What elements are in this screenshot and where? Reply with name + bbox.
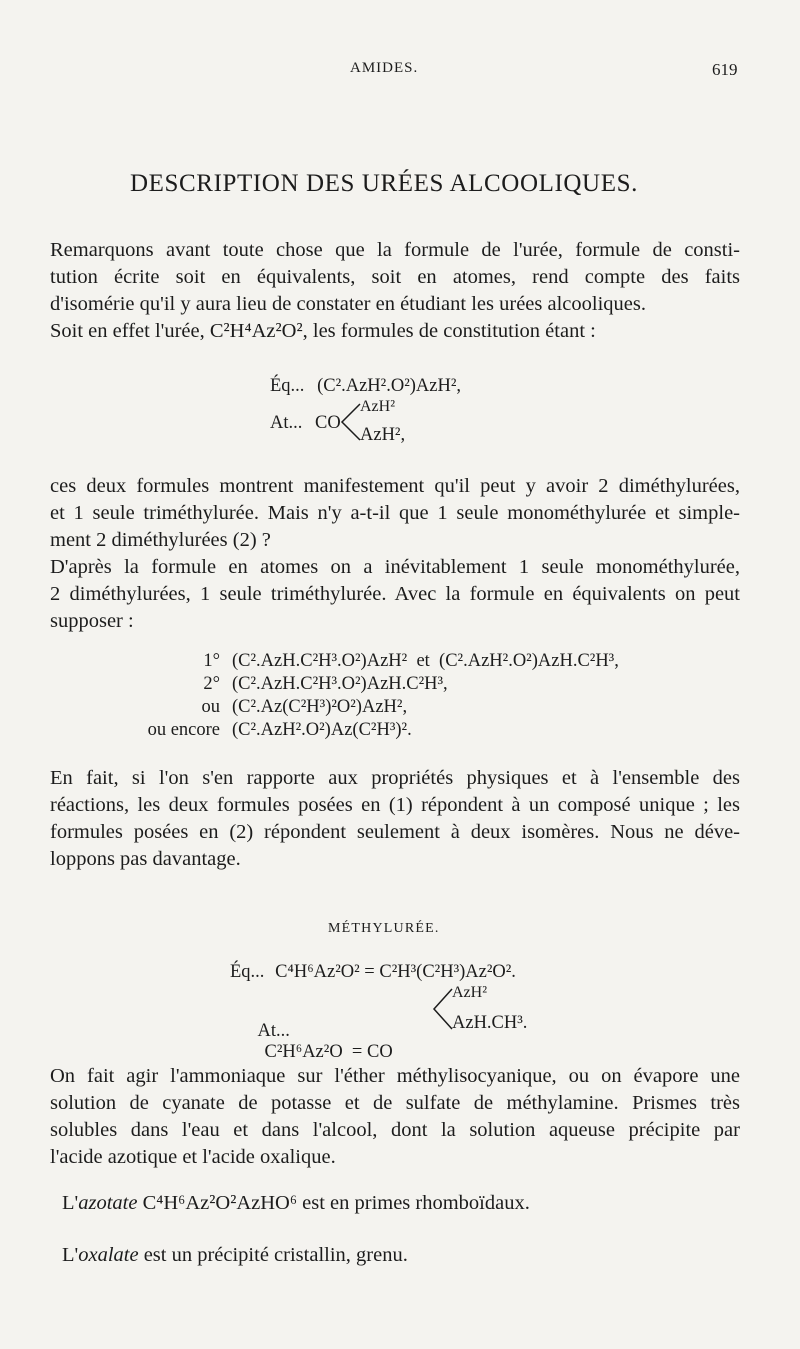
oxalate-term: oxalate [78,1244,139,1266]
running-title: AMIDES. [350,60,419,76]
case-formula: (C².AzH².O²)Az(C²H³)². [232,720,412,740]
text-line: supposer : [50,610,134,632]
formula-label: Éq... [270,376,305,396]
formula-atoms [270,413,341,434]
case-label: ou [201,697,220,717]
paragraph-preparation [50,1063,740,1171]
case-label: 2° [203,674,220,694]
text-line: et 1 seule triméthylurée. Mais n'y a-t-il que 1 seule monométhylurée et simple- [50,502,740,524]
text-line: 2 diméthylurées, 1 seule triméthylurée. Avec la formule en équivalents on peut [50,583,740,605]
text-line: Remarquons avant toute chose que la formule de l'urée, formule de consti- [50,239,740,261]
formula-equivalents [270,376,461,397]
text-line: On fait agir l'ammoniaque sur l'éther méthylisocyanique, ou on évapore une [50,1065,740,1087]
text-line: tution écrite soit en équivalents, soit en atomes, rend compte des faits [50,266,740,288]
formula-expression: C⁴H⁶Az²O² = C²H³(C²H³)Az²O². [275,962,516,982]
page-number: 619 [712,60,738,79]
azotate-text: C⁴H⁶Az²O²AzHO⁶ est en primes rhomboïdaux. [137,1192,530,1214]
subsection-title: MÉTHYLURÉE. [328,921,440,936]
oxalate-line [62,1244,408,1267]
text-line: solution de cyanate de potasse et de sulfate de méthylamine. Prismes très [50,1092,740,1114]
case-label: ou encore [147,720,220,740]
case-formula: (C².AzH.C²H³.O²)AzH.C²H³, [232,674,448,694]
text-line: loppons pas davantage. [50,848,241,870]
case-formula: (C².Az(C²H³)²O²)AzH², [232,697,408,717]
text-line: ces deux formules montrent manifestement qu'il peut y avoir 2 diméthylurées, [50,475,740,497]
text-line: En fait, si l'on s'en rapporte aux propriétés physiques et à l'ensemble des [50,767,740,789]
formula-label: At... [270,413,303,433]
oxalate-text: est un précipité cristallin, grenu. [138,1244,408,1266]
formula-expression: C²H⁶Az²O = CO [264,1042,393,1062]
text-line: D'après la formule en atomes on a inévitablement 1 seule monométhylurée, [50,556,740,578]
formula-branch-top: AzH² [360,398,396,415]
formula-equivalents [230,962,516,983]
text-line: l'acide azotique et l'acide oxalique. [50,1146,336,1168]
text-line: réactions, les deux formules posées en (1) répondent à un composé unique ; les [50,794,740,816]
paragraph-isomers [50,473,740,635]
formula-label: At... [257,1021,290,1041]
text-line: d'isomérie qu'il y aura lieu de constater en étudiant les urées alcooliques. [50,293,646,315]
formula-label: Éq... [230,962,265,982]
azotate-term: azotate [78,1192,138,1214]
section-heading: DESCRIPTION DES URÉES ALCOOLIQUES. [130,170,638,197]
text-line: Soit en effet l'urée, C²H⁴Az²O², les formules de constitution étant : [50,320,596,342]
formula-branch-top: AzH² [452,984,488,1001]
azotate-line [62,1192,530,1215]
case-formula: (C².AzH.C²H³.O²)AzH² et (C².AzH².O²)AzH.C²H³, [232,651,619,671]
oxalate-lead: L' [62,1244,79,1266]
formula-branch-bottom: AzH², [360,425,406,445]
azotate-lead: L' [62,1192,79,1214]
formula-branch-bottom: AzH.CH³. [452,1013,528,1033]
paragraph-conclusion [50,765,740,873]
formula-expression: (C².AzH².O²)AzH², [317,376,462,396]
text-line: solubles dans l'eau et dans l'alcool, dont la solution aqueuse précipite par [50,1119,740,1141]
text-line: ment 2 diméthylurées (2) ? [50,529,271,551]
formula-co: CO [315,413,341,433]
case-label: 1° [203,651,220,671]
paragraph-intro [50,237,740,345]
text-line: formules posées en (2) répondent seulement à deux isomères. Nous ne déve- [50,821,740,843]
